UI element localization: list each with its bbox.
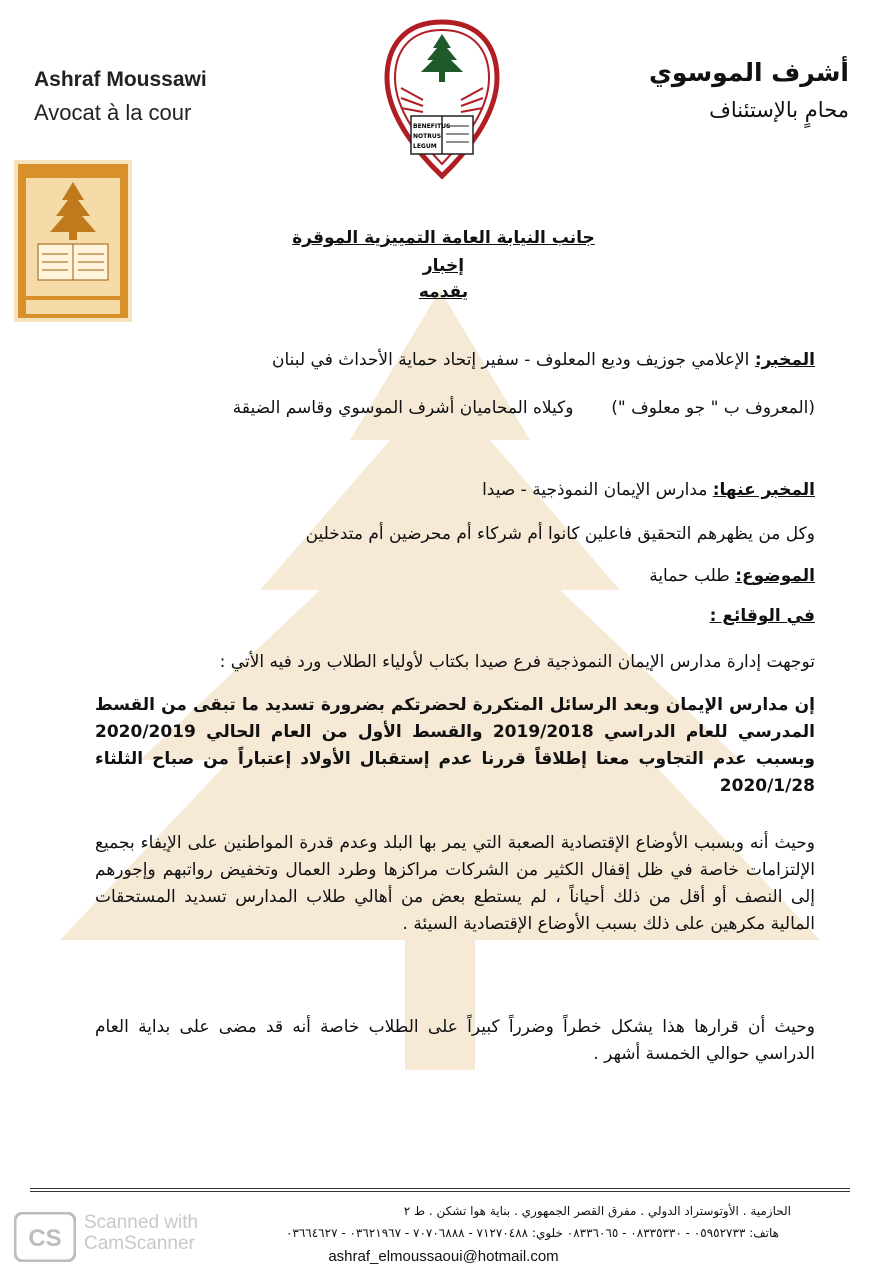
facts-intro: توجهت إدارة مدارس الإيمان النموذجية فرع صيدا بكتاب لأولياء الطلاب ورد فيه الأتي : xyxy=(219,652,815,672)
header-en-name: Ashraf Moussawi xyxy=(34,68,207,91)
footer-divider xyxy=(30,1188,850,1192)
subject-label: الموضوع: xyxy=(735,566,815,586)
accused-value: مدارس الإيمان النموذجية - صيدا xyxy=(482,480,713,500)
facts-paragraph-2: وحيث أن قرارها هذا يشكل خطراً وضرراً كبيراً على الطلاب خاصة أنه قد مضى على بداية العام الدراسي حوالي الخمسة أشهر . xyxy=(95,1017,815,1064)
accused-line-2: وكل من يظهرهم التحقيق فاعلين كانوا أم شركاء أم محرضين أم متدخلين xyxy=(305,524,815,544)
heading-submitted-by: يقدمه xyxy=(418,282,469,302)
header-ar-title: محامٍ بالإستئناف xyxy=(709,98,849,122)
facts-paragraph-1: وحيث أنه وبسبب الأوضاع الإقتصادية الصعبة التي يمر بها البلد وعدم قدرة المواطنين على الإيفاء بجميع الإلتزامات خاصة في ظل إقفال الكثير من الشركات مراكزها وطرد العمال وتخفيض رواتبهم وإجورهم إلى النصف أو أقل من ذلك أحياناً ، لم يستطع بعض من أهالي طلاب المدارس تسديد المستحقات المالية مكرهين على ذلك بسبب الأوضاع الإقتصادية السيئة . xyxy=(95,833,815,934)
subject-value: طلب حماية xyxy=(649,566,736,586)
logo-text-1: BENEFITUS xyxy=(413,123,451,130)
informant-value: الإعلامي جوزيف وديع المعلوف - سفير إتحاد حماية الأحداث في لبنان xyxy=(272,350,755,370)
camscanner-logo-icon xyxy=(14,1212,76,1262)
subject-line xyxy=(649,566,815,586)
camscanner-line-2: CamScanner xyxy=(84,1233,195,1254)
informant-line-2: (المعروف ب " جو معلوف ") وكيلاه المحاميان أشرف الموسوي وقاسم الضيقة xyxy=(232,398,815,418)
facts-quote: إن مدارس الإيمان وبعد الرسائل المتكررة لحضرتكم بضرورة تسديد ما تبقى من القسط المدرسي للعام الدراسي 2019/2018 والقسط الأول من العام الحالي 2020/2019 وبسبب عدم التجاوب معنا إطلاقاً قررنا عدم إستقبال الأولاد إعتباراً من صباح الثلثاء 2020/1/28 xyxy=(95,695,816,796)
header-ar-name: أشرف الموسوي xyxy=(648,58,849,87)
heading-addressee: جانب النيابة العامة التمييزية الموقرة xyxy=(292,228,595,248)
informant-label: المخبر: xyxy=(754,350,815,370)
facts-label: في الوقائع : xyxy=(709,606,815,626)
accused-label: المخبر عنها: xyxy=(712,480,815,500)
footer-phones: هاتف: ٠٥٩٥٢٧٣٣ - ٠٨٣٣٥٣٣٠ - ٠٨٣٣٦٠٦٥ خلوي: ٧١٢٧٠٤٨٨ - ٧٠٧٠٦٨٨٨ - ٠٣٦٢١٩٦٧ - ٠٣٦٦٤٦٢٧ xyxy=(285,1226,779,1240)
informant-line-1 xyxy=(272,350,815,370)
logo-text-2: NOTRUS xyxy=(413,133,442,140)
header-en-title: Avocat à la cour xyxy=(34,100,192,125)
camscanner-caption xyxy=(84,1212,198,1254)
camscanner-line-1: Scanned with xyxy=(84,1212,199,1233)
bar-association-logo-icon xyxy=(383,18,501,180)
accused-line-1 xyxy=(482,480,815,500)
footer-email: ashraf_elmoussaoui@hotmail.com xyxy=(328,1248,559,1265)
footer-address: الحازمية . الأوتوستراد الدولي . مفرق القصر الجمهوري . بناية هوا تشكن . ط ٢ xyxy=(403,1204,791,1218)
logo-text-3: LEGUM xyxy=(413,143,437,150)
camscanner-badge-text: CS xyxy=(28,1225,62,1252)
heading-title: إخبار xyxy=(422,256,465,276)
